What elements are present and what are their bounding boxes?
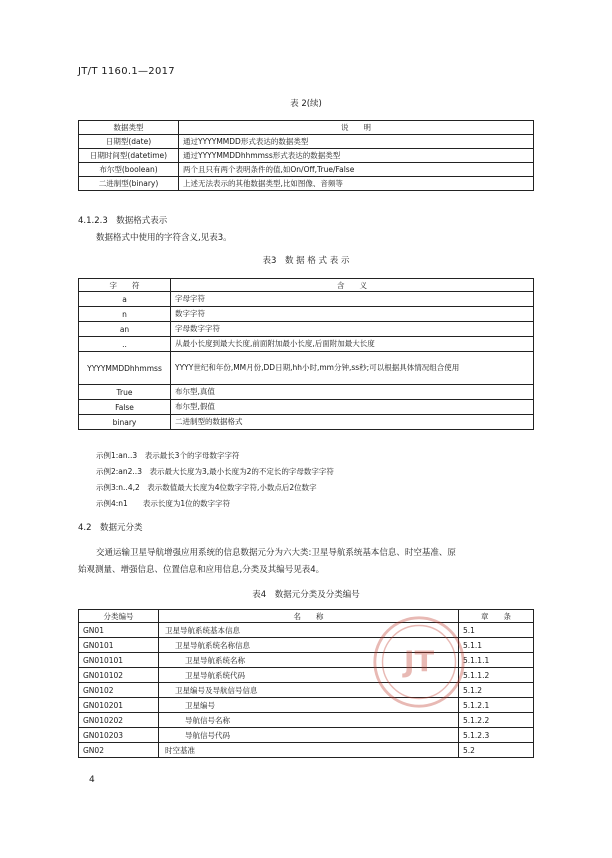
table2-header-type: 数据类型 xyxy=(79,121,179,135)
table4-cell-name: 卫星导航系统基本信息 xyxy=(159,623,459,638)
table4-cell-clause: 5.1.2.3 xyxy=(459,728,534,743)
table2-cell-desc: 两个且只有两个表明条件的值,如On/Off,True/False xyxy=(179,163,534,177)
table3-cell-meaning: 数字字符 xyxy=(171,307,534,322)
table4-header-clause: 章 条 xyxy=(459,610,534,623)
table3-cell-char: True xyxy=(79,385,171,400)
table4-cell-code: GN02 xyxy=(79,743,159,758)
table4-cell-code: GN0102 xyxy=(79,683,159,698)
table2-cell-type: 日期型(date) xyxy=(79,135,179,149)
table3 xyxy=(78,278,534,430)
table3-cell-char: False xyxy=(79,400,171,415)
table3-cell-meaning: 布尔型,假值 xyxy=(171,400,534,415)
table2-cell-desc: 上述无法表示的其他数据类型,比如图像、音频等 xyxy=(179,177,534,191)
table2-row xyxy=(79,177,534,191)
table4-cell-name: 卫星导航系统名称信息 xyxy=(159,638,459,653)
example-2: 示例2:an2..3 表示最大长度为3,最小长度为2的不定长的字母数字字符 xyxy=(96,467,334,476)
table4-cell-code: GN010202 xyxy=(79,713,159,728)
section-4-1-2-3-heading: 4.1.2.3 数据格式表示 xyxy=(78,216,168,226)
table3-cell-meaning: 字母数字字符 xyxy=(171,322,534,337)
table4-row xyxy=(79,713,534,728)
section-4-1-2-3-para: 数据格式中使用的字符含义,见表3。 xyxy=(96,233,232,243)
table4-cell-clause: 5.1.2 xyxy=(459,683,534,698)
table3-row xyxy=(79,322,534,337)
example-1: 示例1:an..3 表示最长3个的字母数字字符 xyxy=(96,451,240,460)
table4-cell-name: 时空基准 xyxy=(159,743,459,758)
standard-code: JT/T 1160.1—2017 xyxy=(78,66,175,77)
table3-cell-char: binary xyxy=(79,415,171,430)
table3-cell-char: an xyxy=(79,322,171,337)
table4-cell-code: GN010101 xyxy=(79,653,159,668)
table3-row xyxy=(79,337,534,352)
table3-cell-char: YYYYMMDDhhmmss xyxy=(79,352,171,385)
table3-row xyxy=(79,385,534,400)
table4-cell-code: GN010102 xyxy=(79,668,159,683)
table4-cell-code: GN010203 xyxy=(79,728,159,743)
section-4-2-heading: 4.2 数据元分类 xyxy=(78,523,143,533)
table4-cell-clause: 5.1.1.1 xyxy=(459,653,534,668)
table4-cell-name: 卫星导航系统代码 xyxy=(159,668,459,683)
table3-row xyxy=(79,415,534,430)
table4-cell-clause: 5.1.1 xyxy=(459,638,534,653)
table3-row xyxy=(79,307,534,322)
table3-cell-meaning: 字母字符 xyxy=(171,292,534,307)
table4-header-code: 分类编号 xyxy=(79,610,159,623)
section-4-2-para-line1: 交通运输卫星导航增强应用系统的信息数据元分为六大类:卫星导航系统基本信息、时空基准、原 xyxy=(96,548,456,558)
table4-header-name: 名 称 xyxy=(159,610,459,623)
table3-row xyxy=(79,292,534,307)
table4-row xyxy=(79,698,534,713)
table3-cell-char: n xyxy=(79,307,171,322)
table4-row xyxy=(79,638,534,653)
table4-row xyxy=(79,683,534,698)
table4-cell-name: 导航信号代码 xyxy=(159,728,459,743)
table3-cell-meaning: 布尔型,真值 xyxy=(171,385,534,400)
table2-row xyxy=(79,149,534,163)
table4-cell-name: 卫星编号及导航信号信息 xyxy=(159,683,459,698)
table4-caption: 表4 数据元分类及分类编号 xyxy=(252,590,360,600)
table4-cell-clause: 5.2 xyxy=(459,743,534,758)
table4-cell-clause: 5.1.2.2 xyxy=(459,713,534,728)
table4-row xyxy=(79,743,534,758)
table3-row xyxy=(79,400,534,415)
table3-header-meaning: 含 义 xyxy=(171,279,534,292)
table4 xyxy=(78,609,534,758)
table4-cell-clause: 5.1.2.1 xyxy=(459,698,534,713)
table4-cell-code: GN0101 xyxy=(79,638,159,653)
table4-row xyxy=(79,653,534,668)
table2-caption: 表 2(续) xyxy=(290,99,322,109)
table4-row xyxy=(79,728,534,743)
table2-cell-type: 日期时间型(datetime) xyxy=(79,149,179,163)
table2-cell-type: 布尔型(boolean) xyxy=(79,163,179,177)
example-3: 示例3:n..4,2 表示数值最大长度为4位数字字符,小数点后2位数字 xyxy=(96,483,317,492)
table4-row xyxy=(79,668,534,683)
section-4-2-para-line2: 始观测量、增强信息、位置信息和应用信息,分类及其编号见表4。 xyxy=(78,565,325,575)
table3-cell-char: .. xyxy=(79,337,171,352)
table3-header-char: 字 符 xyxy=(79,279,171,292)
table2-row xyxy=(79,163,534,177)
table4-cell-clause: 5.1.1.2 xyxy=(459,668,534,683)
table4-cell-name: 导航信号名称 xyxy=(159,713,459,728)
table4-row xyxy=(79,623,534,638)
table4-cell-code: GN010201 xyxy=(79,698,159,713)
table3-cell-char: a xyxy=(79,292,171,307)
example-4: 示例4:n1 表示长度为1位的数字字符 xyxy=(96,499,231,508)
table2-row xyxy=(79,135,534,149)
table4-cell-clause: 5.1 xyxy=(459,623,534,638)
table2 xyxy=(78,120,534,191)
table3-cell-meaning: YYYY世纪和年份,MM月份,DD日期,hh小时,mm分钟,ss秒;可以根据具体情况组合使用 xyxy=(171,352,534,385)
table4-cell-code: GN01 xyxy=(79,623,159,638)
table4-cell-name: 卫星导航系统名称 xyxy=(159,653,459,668)
table2-cell-desc: 通过YYYYMMDD形式表达的数据类型 xyxy=(179,135,534,149)
stamp-text: JT xyxy=(403,644,435,679)
table2-cell-desc: 通过YYYYMMDDhhmmss形式表达的数据类型 xyxy=(179,149,534,163)
table2-cell-type: 二进制型(binary) xyxy=(79,177,179,191)
table3-cell-meaning: 从最小长度到最大长度,前面附加最小长度,后面附加最大长度 xyxy=(171,337,534,352)
table3-row xyxy=(79,352,534,385)
page-number: 4 xyxy=(89,775,95,785)
table3-caption: 表3 数 据 格 式 表 示 xyxy=(262,256,350,266)
table2-header-desc: 说 明 xyxy=(179,121,534,135)
table4-cell-name: 卫星编号 xyxy=(159,698,459,713)
table3-cell-meaning: 二进制型的数据格式 xyxy=(171,415,534,430)
